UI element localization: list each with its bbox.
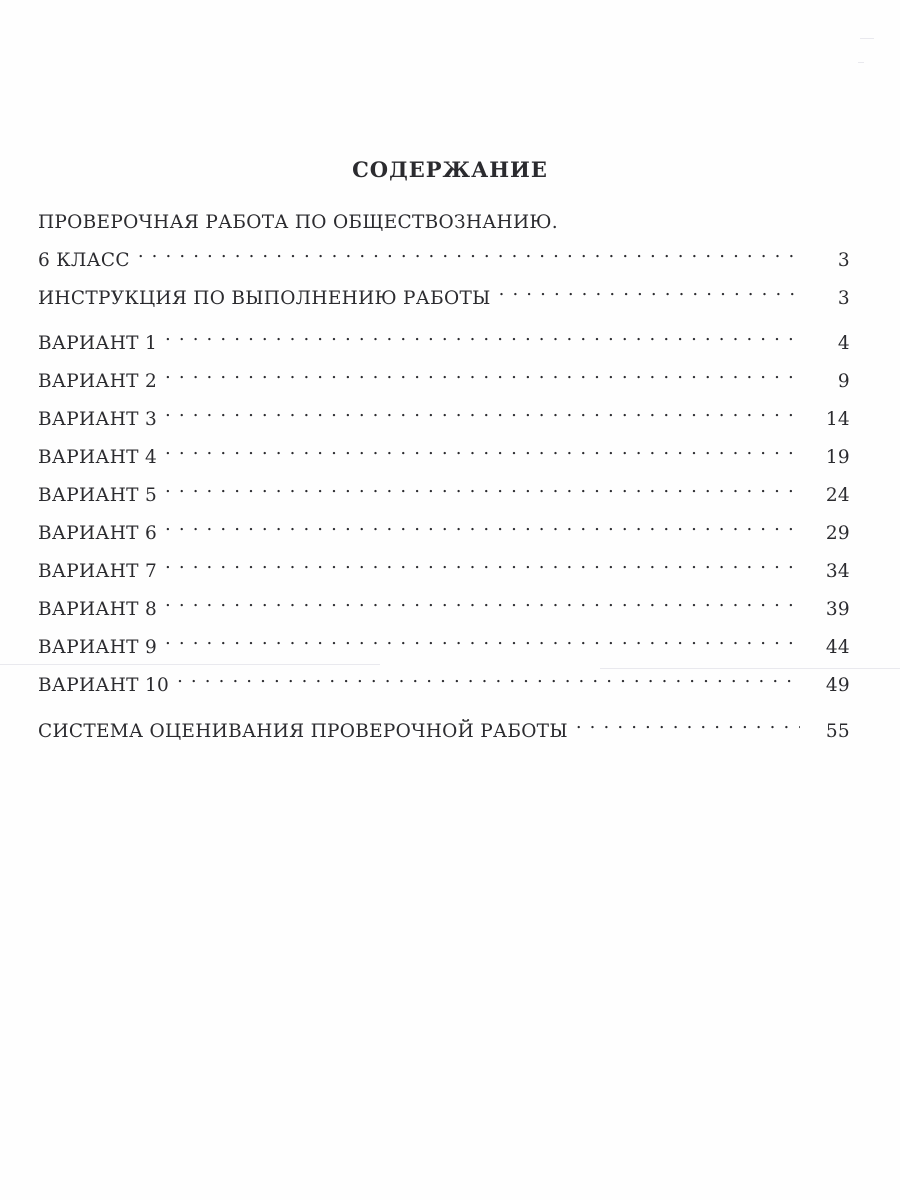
dot-leader (177, 662, 800, 691)
dot-leader (165, 624, 800, 653)
dot-leader (165, 586, 800, 615)
toc-entry-label: ВАРИАНТ 2 (38, 371, 158, 392)
dot-leader (576, 708, 800, 737)
toc-entry-variant-5[interactable] (38, 472, 850, 510)
toc-entry-label: ВАРИАНТ 7 (38, 561, 158, 582)
toc-entry-label: ВАРИАНТ 5 (38, 485, 158, 506)
toc-entry-label: ПРОВЕРОЧНАЯ РАБОТА ПО ОБЩЕСТВОЗНАНИЮ. (38, 212, 558, 233)
toc-entry-instruction[interactable] (38, 275, 850, 313)
toc-page-number: 29 (825, 523, 850, 544)
toc-title: СОДЕРЖАНИЕ (352, 157, 548, 182)
toc-entry-label: ВАРИАНТ 4 (38, 447, 158, 468)
toc-entry-variant-4[interactable] (38, 434, 850, 472)
toc-entry-label: ВАРИАНТ 1 (38, 333, 158, 354)
toc-page-number: 44 (825, 637, 850, 658)
dot-leader (165, 472, 800, 501)
toc-entry-variant-7[interactable] (38, 548, 850, 586)
dot-leader (499, 275, 800, 304)
dot-leader (165, 510, 800, 539)
toc-entry-variant-10[interactable] (38, 662, 850, 700)
toc-entry-variant-1[interactable] (38, 320, 850, 358)
toc-page-number: 24 (825, 485, 850, 506)
toc-entry-variant-9[interactable] (38, 624, 850, 662)
scan-artifact (860, 38, 874, 39)
toc-entry-intro-line1[interactable] (38, 208, 850, 237)
dot-leader (165, 396, 800, 425)
toc-page-number: 4 (837, 333, 850, 354)
dot-leader (165, 320, 800, 349)
toc-page-number: 34 (825, 561, 850, 582)
dot-leader (138, 237, 800, 266)
toc-entry-variant-2[interactable] (38, 358, 850, 396)
toc-entry-label: ВАРИАНТ 3 (38, 409, 158, 430)
dot-leader (165, 548, 800, 577)
toc-page-number: 55 (825, 721, 850, 742)
toc-page-number: 14 (825, 409, 850, 430)
dot-leader (165, 358, 800, 387)
toc-entry-label: ВАРИАНТ 10 (38, 675, 170, 696)
toc-entry-assessment[interactable] (38, 708, 850, 746)
table-of-contents (38, 208, 850, 746)
toc-page-number: 19 (825, 447, 850, 468)
dot-leader (165, 434, 800, 463)
toc-entry-label: СИСТЕМА ОЦЕНИВАНИЯ ПРОВЕРОЧНОЙ РАБОТЫ (38, 721, 568, 742)
toc-entry-label: 6 КЛАСС (38, 250, 130, 271)
toc-entry-label: ИНСТРУКЦИЯ ПО ВЫПОЛНЕНИЮ РАБОТЫ (38, 288, 491, 309)
toc-page-number: 3 (837, 288, 850, 309)
toc-entry-variant-3[interactable] (38, 396, 850, 434)
toc-entry-variant-8[interactable] (38, 586, 850, 624)
toc-page-number: 3 (837, 250, 850, 271)
toc-entry-label: ВАРИАНТ 6 (38, 523, 158, 544)
toc-entry-variant-6[interactable] (38, 510, 850, 548)
toc-page-number: 49 (825, 675, 850, 696)
toc-page-number: 39 (825, 599, 850, 620)
toc-page-number: 9 (837, 371, 850, 392)
toc-entry-label: ВАРИАНТ 8 (38, 599, 158, 620)
scan-artifact (858, 62, 864, 63)
toc-entry-intro[interactable] (38, 237, 850, 275)
toc-entry-label: ВАРИАНТ 9 (38, 637, 158, 658)
